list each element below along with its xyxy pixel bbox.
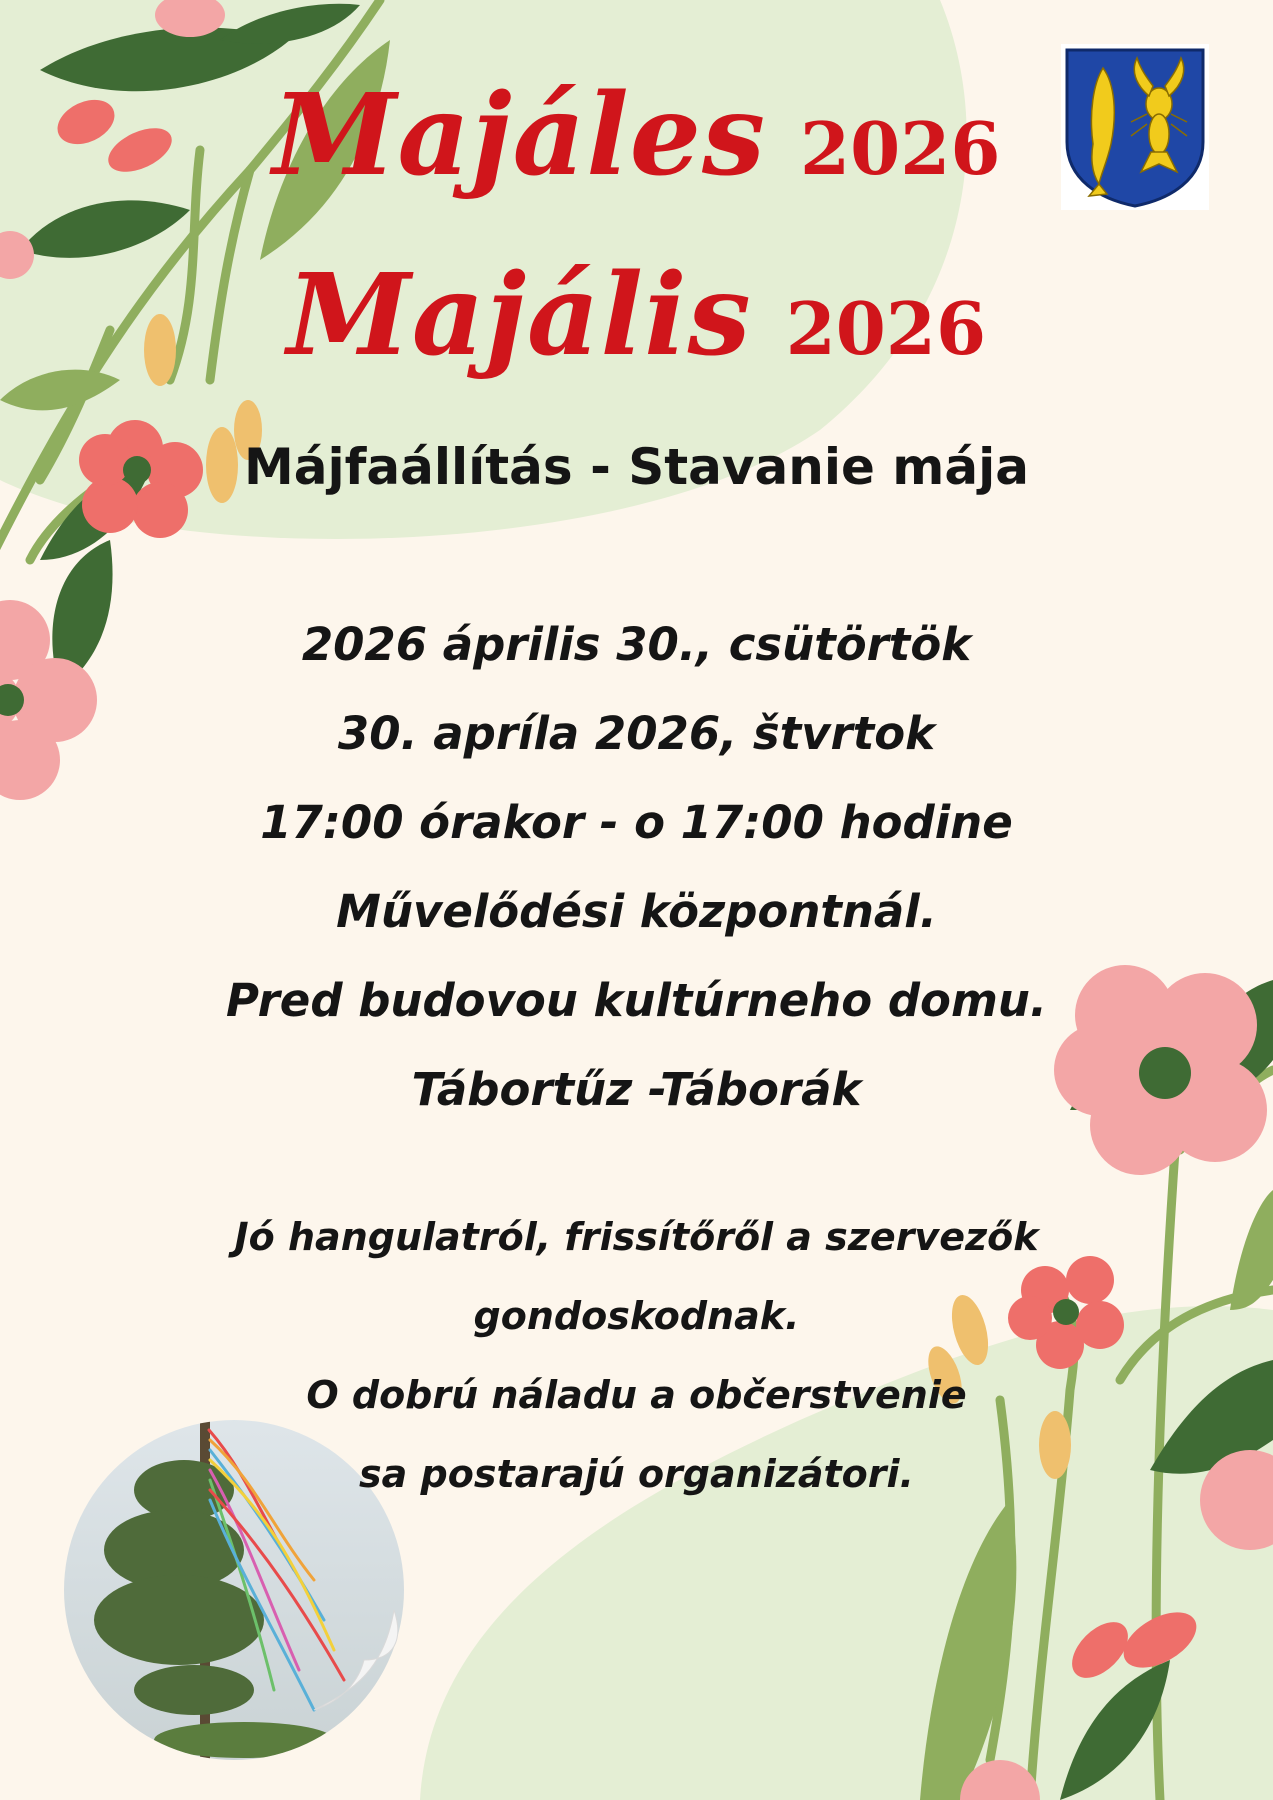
title-majalis (0, 250, 1273, 381)
event-time: 17:00 órakor - o 17:00 hodine (260, 796, 1013, 849)
title-majales-year: 2026 (800, 106, 1001, 191)
note-line-1: Jó hangulatról, frissítőről a szervezők (234, 1215, 1039, 1259)
title-majales-word: Majáles (272, 70, 767, 201)
campfire-line: Tábortűz -Táborák (411, 1063, 862, 1116)
organizer-note (0, 1198, 1273, 1514)
event-subtitle: Májfaállítás - Stavanie mája (243, 438, 1029, 496)
title-majalis-word: Majális (286, 250, 752, 381)
location-slovak: Pred budovou kultúrneho domu. (226, 974, 1047, 1027)
event-details (0, 600, 1273, 1134)
title-majalis-year: 2026 (785, 286, 987, 371)
date-hungarian: 2026 április 30., csütörtök (301, 618, 972, 671)
title-majales (0, 70, 1273, 201)
date-slovak: 30. apríla 2026, štvrtok (337, 707, 936, 760)
note-line-4: sa postarajú organizátori. (359, 1452, 914, 1496)
location-hungarian: Művelődési központnál. (336, 885, 937, 938)
note-line-2: gondoskodnak. (473, 1294, 800, 1338)
note-line-3: O dobrú náladu a občerstvenie (306, 1373, 967, 1417)
